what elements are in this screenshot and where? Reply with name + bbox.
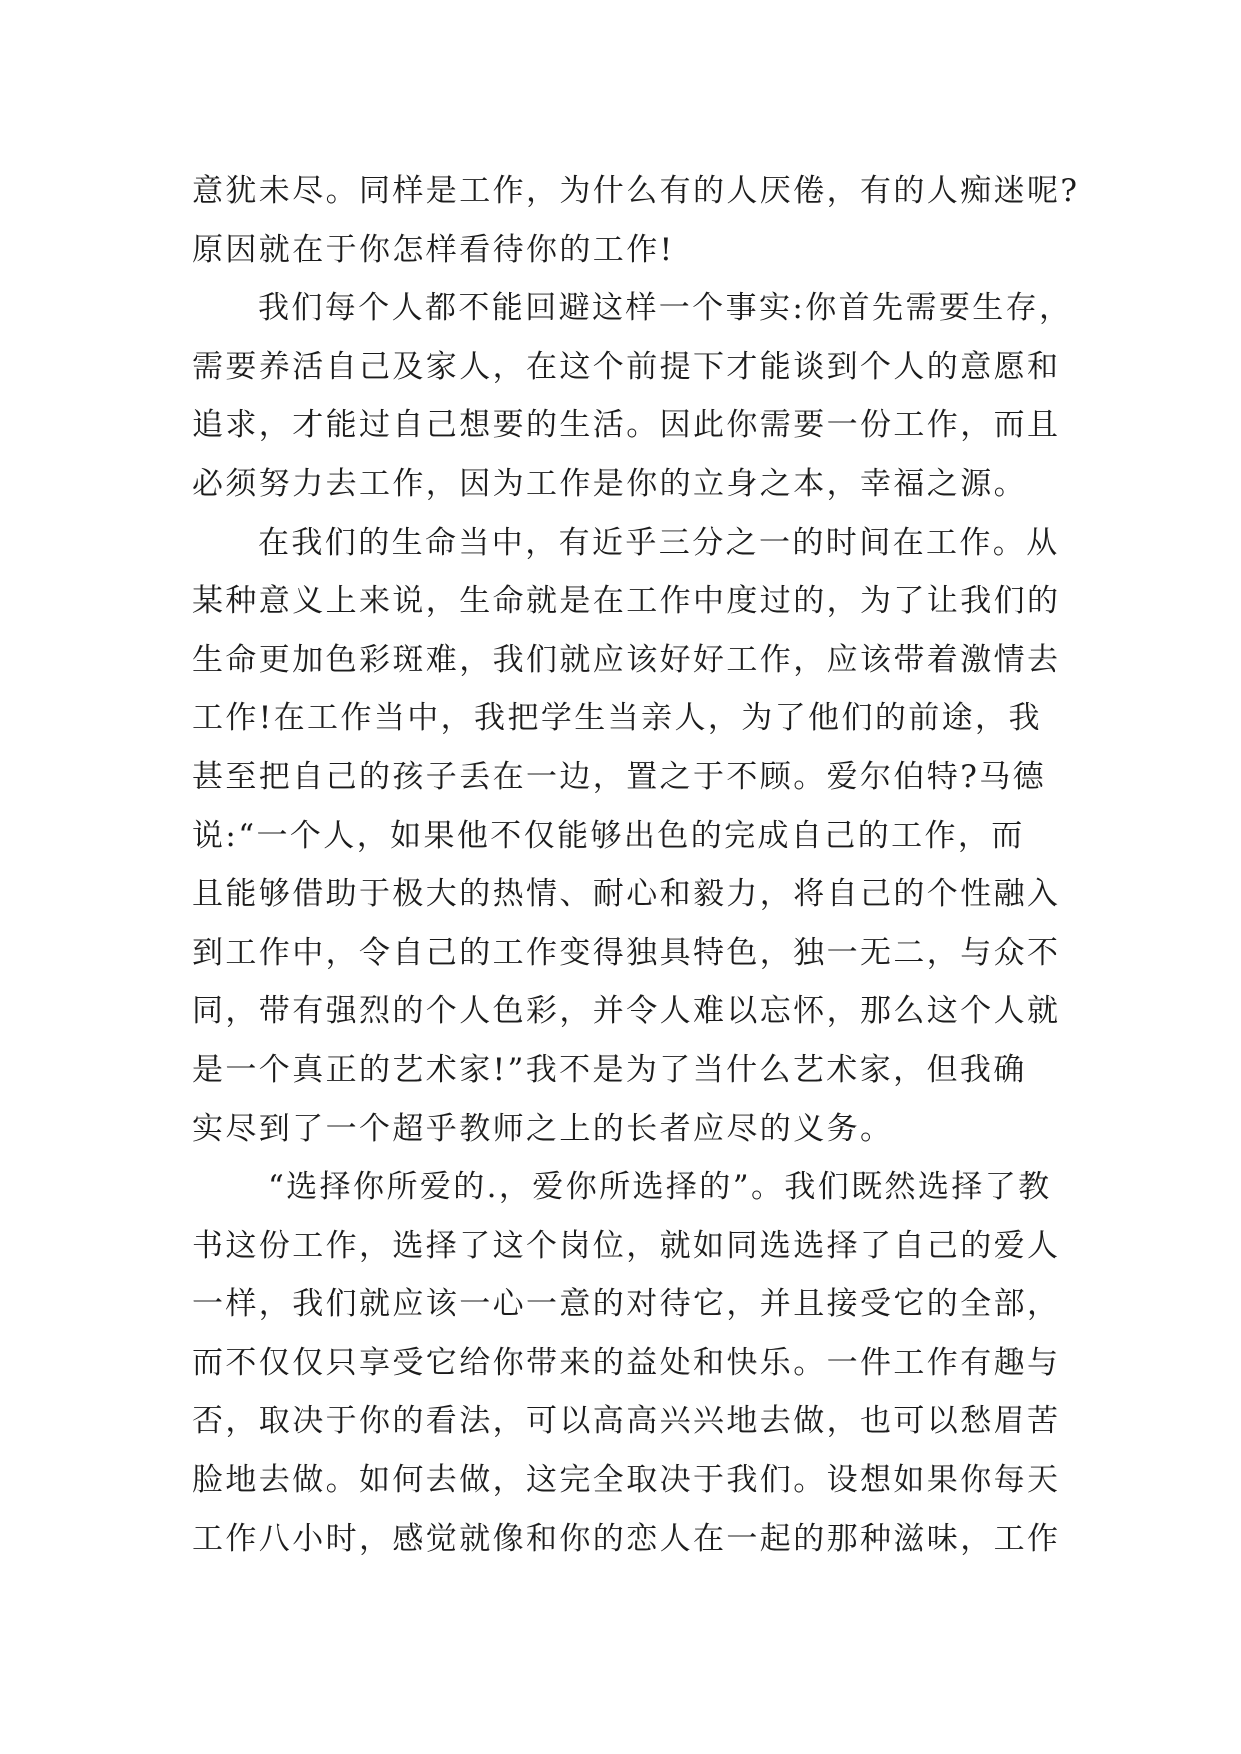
text-line: 追求，才能过自己想要的生活。因此你需要一份工作，而且: [192, 407, 1061, 444]
text-line: 一样，我们就应该一心一意的对待它，并且接受它的全部，: [192, 1286, 1061, 1323]
text-line: 实尽到了一个超乎教师之上的长者应尽的义务。: [192, 1110, 894, 1147]
text-line: 工作!在工作当中，我把学生当亲人，为了他们的前途，我: [192, 700, 1042, 737]
paragraph-first-line: 我们每个人都不能回避这样一个事实:你首先需要生存，: [258, 290, 1073, 327]
text-line: 需要养活自己及家人，在这个前提下才能谈到个人的意愿和: [192, 348, 1061, 385]
text-line: 且能够借助于极大的热情、耐心和毅力，将自己的个性融入: [192, 876, 1061, 913]
text-line: 同，带有强烈的个人色彩，并令人难以忘怀，那么这个人就: [192, 993, 1061, 1030]
paragraph-first-line: “选择你所爱的.，爱你所选择的”。我们既然选择了教: [268, 1169, 1052, 1206]
text-line: 工作八小时，感觉就像和你的恋人在一起的那种滋味，工作: [192, 1520, 1061, 1557]
text-line: 脸地去做。如何去做，这完全取决于我们。设想如果你每天: [192, 1462, 1061, 1499]
text-line: 意犹未尽。同样是工作，为什么有的人厌倦，有的人痴迷呢?: [192, 173, 1080, 209]
text-line: 否，取决于你的看法，可以高高兴兴地去做，也可以愁眉苦: [192, 1403, 1061, 1440]
paragraph-first-line: 在我们的生命当中，有近乎三分之一的时间在工作。从: [258, 524, 1060, 561]
text-line: 原因就在于你怎样看待你的工作!: [192, 231, 675, 268]
text-line: 必须努力去工作，因为工作是你的立身之本，幸福之源。: [192, 465, 1027, 502]
text-line: 书这份工作，选择了这个岗位，就如同选选择了自己的爱人: [192, 1227, 1061, 1264]
body-text: [192, 162, 1080, 1568]
text-line: 甚至把自己的孩子丢在一边，置之于不顾。爱尔伯特?马德: [192, 758, 1047, 795]
text-line: 到工作中，令自己的工作变得独具特色，独一无二，与众不: [192, 934, 1061, 971]
text-line: 生命更加色彩斑难，我们就应该好好工作，应该带着激情去: [192, 641, 1061, 678]
text-line: 某种意义上来说，生命就是在工作中度过的，为了让我们的: [192, 583, 1061, 620]
text-line: 是一个真正的艺术家!”我不是为了当什么艺术家，但我确: [192, 1051, 1027, 1088]
text-line: 说:“一个人，如果他不仅能够出色的完成自己的工作，而: [192, 817, 1025, 854]
text-line: 而不仅仅只享受它给你带来的益处和快乐。一件工作有趣与: [192, 1344, 1061, 1381]
